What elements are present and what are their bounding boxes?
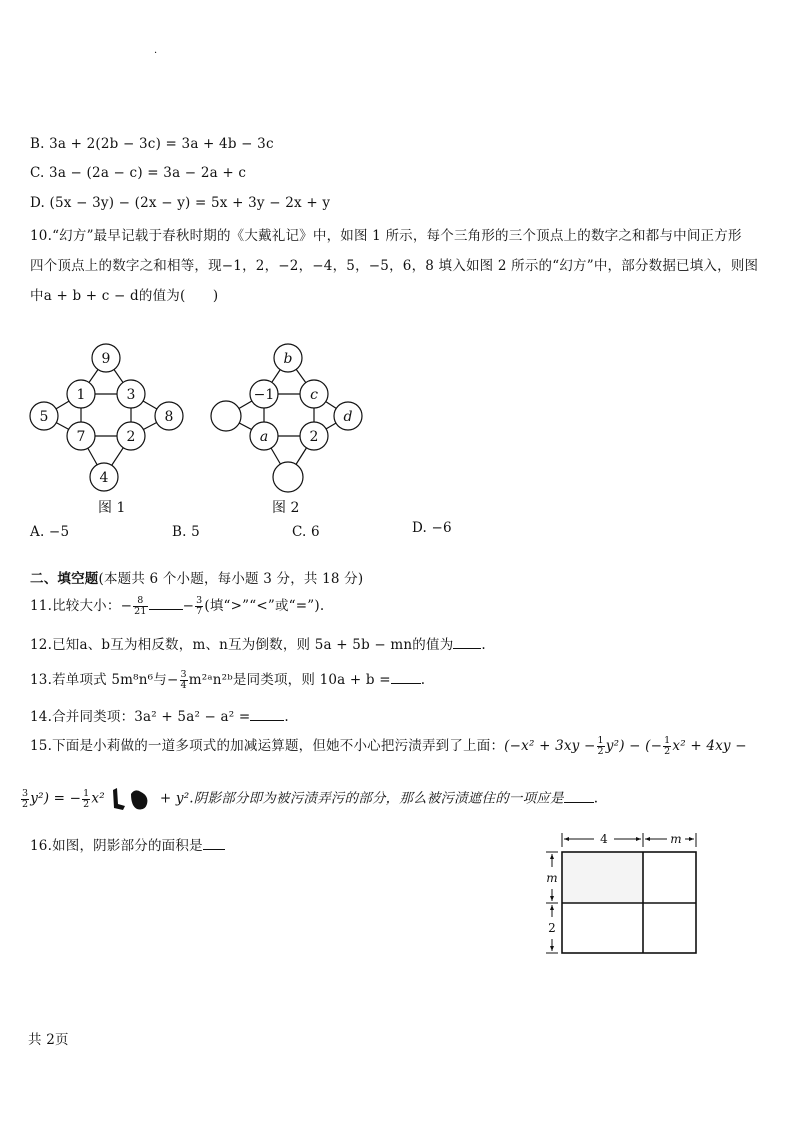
q14-end: .	[284, 709, 289, 725]
q15-line2-a: y²) = −	[30, 790, 82, 807]
q13-end: .	[420, 672, 426, 688]
q10-option-d: D. −6	[412, 520, 452, 536]
q13-mid: m²ᵃn²ᵇ是同类项，则 10a + b =	[188, 672, 391, 688]
q10-option-b: B. 5	[172, 524, 200, 540]
fig2-node-left	[211, 401, 241, 431]
q15-frac-b-den: 2	[664, 746, 671, 757]
q15-frac-b-num: 1	[664, 735, 671, 746]
q15-fraction-a	[597, 736, 605, 757]
q11-fraction-2	[195, 596, 203, 617]
q13-fraction	[180, 670, 188, 691]
fig1-label-sq-bl: 7	[76, 429, 86, 445]
q11-suffix: (填“>”“<”或“=”).	[204, 598, 325, 614]
q14-answer-blank[interactable]	[250, 708, 284, 721]
fig2-label-sq-tr: c	[310, 387, 318, 403]
q15-end: .	[593, 790, 599, 807]
q11-frac2-den: 7	[196, 606, 203, 617]
q16-label-top-m: m	[670, 832, 682, 846]
section-2-heading	[30, 567, 363, 587]
fig1-label-right: 8	[164, 409, 174, 425]
fig1-label-sq-tl: 1	[76, 387, 86, 403]
q10-option-c: C. 6	[292, 524, 320, 540]
q16-label-top-4: 4	[600, 832, 608, 846]
q15-line2-c: + y².阴影部分即为被污渍弄污的部分，那么被污渍遮住的一项应是	[159, 790, 564, 807]
top-dot: ·	[154, 48, 158, 59]
q16-text: 16.如图，阴影部分的面积是	[30, 838, 203, 854]
q15-line2-b: x²	[91, 790, 105, 807]
q15-answer-blank[interactable]	[564, 790, 594, 803]
q10-option-a: A. −5	[30, 524, 70, 540]
q15-frac-a-den: 2	[597, 746, 604, 757]
q11-minus-1: −	[120, 598, 133, 614]
q11-frac1-num: 8	[133, 596, 148, 607]
q16-answer-blank[interactable]	[203, 837, 225, 850]
q15-fraction-c	[21, 789, 29, 810]
q15-line1-text: 15.下面是小莉做的一道多项式的加减运算题，但她不小心把污渍弄到了上面：	[30, 738, 505, 754]
fig2-label-sq-tl: −1	[253, 387, 275, 403]
q14	[30, 705, 289, 725]
ink-smudge-icon	[109, 786, 155, 812]
q15-expr-b: y²) − (−	[605, 738, 663, 754]
fig2-node-bottom	[273, 462, 303, 492]
fig1-label-left: 5	[39, 409, 49, 425]
q11-frac1-den: 21	[134, 606, 147, 617]
fig2-label-top: b	[283, 351, 293, 367]
q11-answer-blank[interactable]	[149, 597, 183, 610]
q13-frac-den: 4	[180, 680, 187, 691]
q14-text: 14.合并同类项：3a² + 5a² − a² =	[30, 709, 251, 725]
q16-label-left-2: 2	[548, 921, 556, 935]
q16-label-left-m: m	[546, 871, 558, 885]
q9-option-d: D. (5x − 3y) − (2x − y) = 5x + 3y − 2x + y	[30, 195, 331, 211]
fig1-caption: 图 1	[98, 500, 126, 516]
q11	[30, 594, 324, 617]
q12-text: 12.已知a、b互为相反数，m、n互为倒数，则 5a + 5b − mn的值为	[30, 637, 454, 653]
q10-line-2: 四个顶点上的数字之和相等，现−1，2，−2，−4，5，−5，6，8 填入如图 2 所示的“幻方”中，部分数据已填入，则图	[30, 258, 759, 274]
q9-option-b: B. 3a + 2(2b − 3c) = 3a + 4b − 3c	[30, 136, 274, 152]
q15-fraction-d	[82, 789, 90, 810]
q13	[30, 668, 425, 691]
q15-fraction-b	[663, 736, 671, 757]
q10-line-1: 10.“幻方”最早记载于春秋时期的《大戴礼记》中，如图 1 所示，每个三角形的三个顶点上的数字之和都与中间正方形	[30, 228, 742, 244]
q13-answer-blank[interactable]	[391, 671, 421, 684]
q12-end: .	[481, 637, 486, 653]
q16-rectangle-figure	[540, 825, 710, 960]
q13-frac-num: 3	[180, 669, 187, 680]
magic-square-figure-2	[206, 340, 376, 520]
section-2-title: 二、填空题	[30, 571, 99, 587]
q15-line-1	[30, 734, 747, 757]
fig2-label-sq-bl: a	[259, 429, 269, 445]
fig1-label-top: 9	[101, 351, 111, 367]
q16	[30, 834, 225, 854]
q15-line-2	[20, 786, 598, 812]
q11-prefix: 11.比较大小：	[30, 598, 121, 614]
page-footer: 共 2页	[28, 1032, 69, 1048]
q12	[30, 633, 486, 653]
q15-frac-c-num: 3	[22, 787, 29, 799]
q11-fraction-1	[133, 596, 148, 617]
magic-square-figure-1	[26, 340, 196, 520]
q13-neg: −	[166, 672, 179, 688]
q15-expr-a: (−x² + 3xy −	[504, 738, 596, 754]
q10-line-3: 中a + b + c − d的值为( )	[30, 288, 219, 304]
section-2-desc: (本题共 6 个小题，每小题 3 分，共 18 分)	[98, 571, 364, 587]
q9-option-c: C. 3a − (2a − c) = 3a − 2a + c	[30, 165, 247, 181]
q11-frac2-num: 3	[196, 595, 203, 606]
fig2-caption: 图 2	[272, 500, 300, 516]
q15-frac-d-den: 2	[83, 798, 90, 810]
fig1-label-bottom: 4	[99, 470, 109, 486]
q15-frac-d-num: 1	[83, 787, 90, 799]
fig1-label-sq-br: 2	[126, 429, 136, 445]
q15-frac-a-num: 1	[597, 735, 604, 746]
q15-frac-c-den: 2	[22, 798, 29, 810]
fig2-label-right: d	[343, 409, 353, 425]
fig2-label-sq-br: 2	[309, 429, 319, 445]
q12-answer-blank[interactable]	[453, 636, 481, 649]
q11-minus-2: −	[182, 598, 195, 614]
q15-expr-c: x² + 4xy −	[672, 738, 747, 754]
fig1-label-sq-tr: 3	[126, 387, 136, 403]
q13-prefix: 13.若单项式 5m⁸n⁶与	[30, 672, 167, 688]
